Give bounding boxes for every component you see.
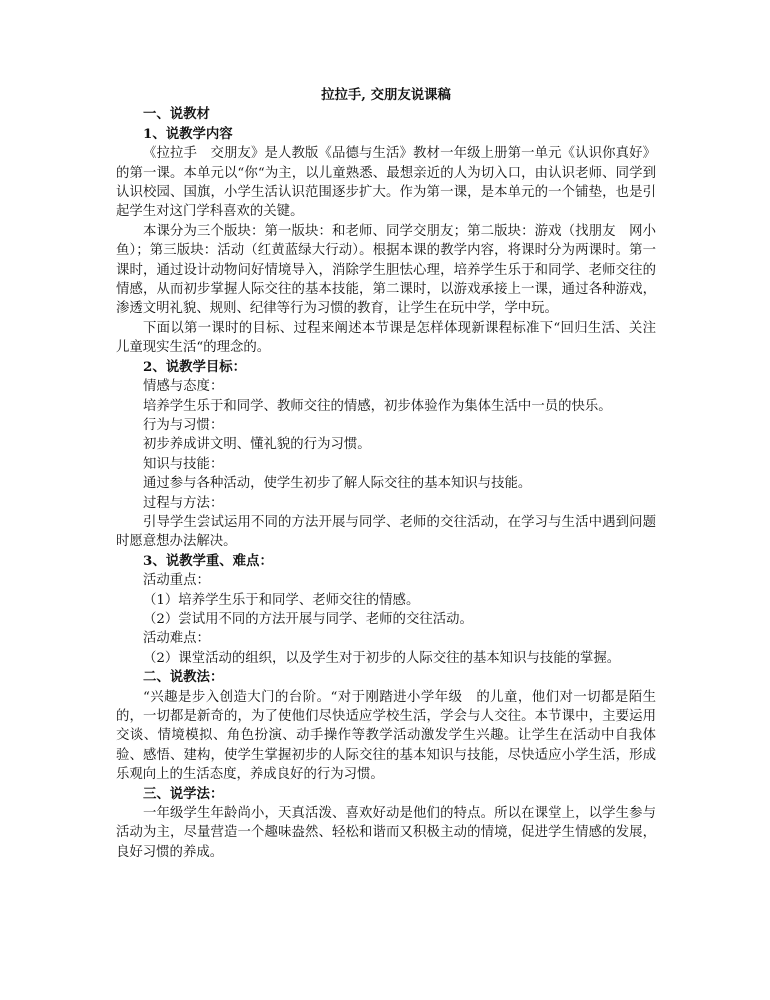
- section-heading: 1、说教学内容: [143, 125, 233, 142]
- paragraph: 本课分为三个版块：第一版块：和老师、同学交朋友；第二版块：游戏（找朋友 网小鱼）；第三版块：活动（红黄蓝绿大行动）。根据本课的教学内容，将课时分为两课时。第一课时，通过设计动物问好情境导入，消除学生胆怯心理，培养学生乐于和同学、老师交往的情感，从而初步掌握人际交往的基本技能，第二课时，以游戏承接上一课，通过各种游戏，渗透文明礼貌、规则、纪律等行为习惯的教育，让学生在玩中学，学中玩。: [116, 223, 656, 317]
- paragraph: “兴趣是步入创造大门的台阶。“对于刚踏进小学年级 的儿童，他们对一切都是陌生的，一切都是新奇的，为了使他们尽快适应学校生活，学会与人交往。本节课中，主要运用交谈、情境模拟、角色扮演、动手操作等教学活动激发学生兴趣。让学生在活动中自我体验、感悟、建构，使学生掌握初步的人际交往的基本知识与技能，尽快适应小学生活，形成乐观向上的生活态度，养成良好的行为习惯。: [116, 689, 656, 783]
- paragraph: 知识与技能：: [143, 456, 224, 472]
- paragraph: 培养学生乐于和同学、教师交往的情感，初步体验作为集体生活中一员的快乐。: [143, 398, 612, 414]
- document-title: 拉拉手, 交朋友说课稿: [321, 87, 451, 103]
- paragraph: （2）尝试用不同的方法开展与同学、老师的交往活动。: [143, 611, 473, 627]
- document-body: [116, 86, 656, 862]
- paragraph: 过程与方法：: [143, 495, 224, 511]
- paragraph-list: [116, 105, 656, 862]
- paragraph: 情感与态度：: [143, 379, 224, 395]
- section-heading: 2、说教学目标：: [143, 358, 247, 375]
- paragraph: 《拉拉手 交朋友》是人教版《品德与生活》教材一年级上册第一单元《认识你真好》的第一课。本单元以“你“为主，以儿童熟悉、最想亲近的人为切入口，由认识老师、同学到认识校园、国旗，小学生活认识范围逐步扩大。作为第一课，是本单元的一个铺垫，也是引起学生对这门学科喜欢的关键。: [116, 146, 656, 220]
- paragraph: （2）课堂活动的组织，以及学生对于初步的人际交往的基本知识与技能的掌握。: [143, 650, 621, 666]
- paragraph: （1）培养学生乐于和同学、老师交往的情感。: [143, 592, 420, 608]
- paragraph: 通过参与各种活动，使学生初步了解人际交往的基本知识与技能。: [143, 476, 532, 492]
- paragraph: 活动重点：: [143, 573, 210, 589]
- paragraph: 下面以第一课时的目标、过程来阐述本节课是怎样体现新课程标准下“回归生活、关注儿童现实生活“的理念的。: [116, 320, 656, 356]
- paragraph: 引导学生尝试运用不同的方法开展与同学、老师的交往活动，在学习与生活中遇到问题时愿意想办法解决。: [116, 514, 656, 550]
- section-heading: 3、说教学重、难点：: [143, 552, 273, 569]
- paragraph: 行为与习惯：: [143, 417, 224, 433]
- paragraph: 活动难点：: [143, 631, 210, 647]
- section-heading: 二、说教法：: [143, 669, 224, 686]
- paragraph: 一年级学生年龄尚小，天真活泼、喜欢好动是他们的特点。所以在课堂上，以学生参与活动为主，尽量营造一个趣味盎然、轻松和谐而又积极主动的情境，促进学生情感的发展，良好习惯的养成。: [116, 806, 656, 860]
- section-heading: 一、说教材: [143, 106, 210, 123]
- section-heading: 三、说学法：: [143, 785, 224, 802]
- paragraph: 初步养成讲文明、懂礼貌的行为习惯。: [143, 437, 371, 453]
